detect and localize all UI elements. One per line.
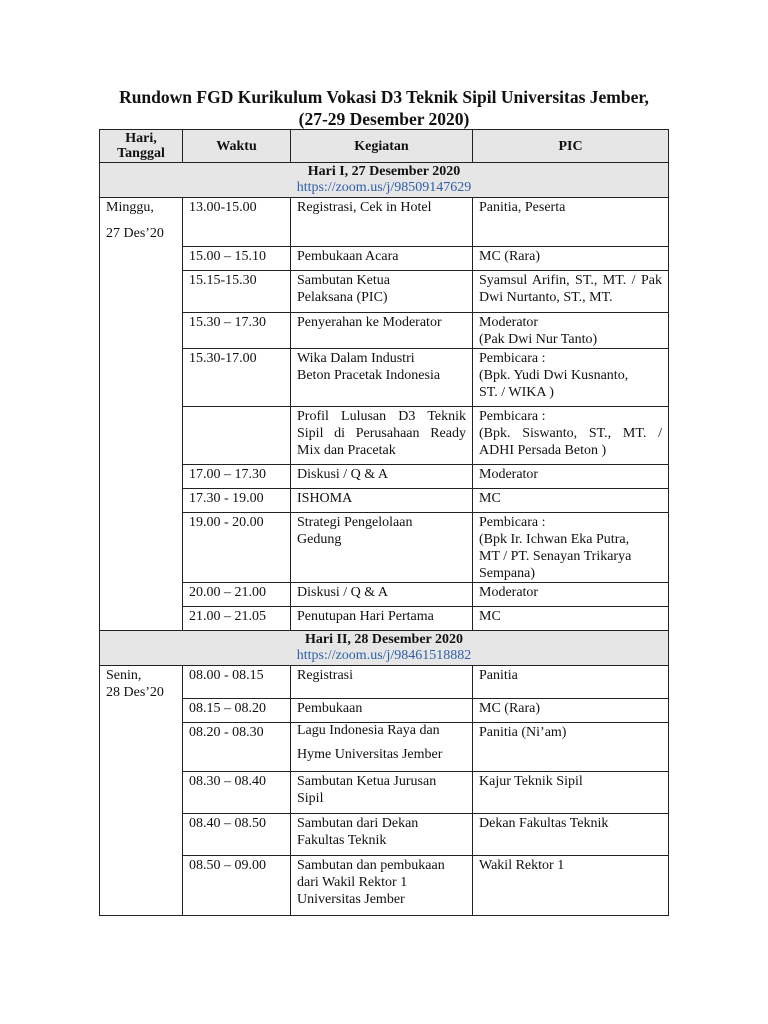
time-cell: 17.00 – 17.30 (183, 465, 291, 489)
activity-cell: Wika Dalam Industri Beton Pracetak Indonesia (291, 349, 473, 407)
activity-cell: Penyerahan ke Moderator (291, 313, 473, 349)
pic-cell: Moderator (Pak Dwi Nur Tanto) (473, 313, 669, 349)
header-time: Waktu (183, 130, 291, 163)
table-row (100, 313, 669, 349)
pic-cell: MC (Rara) (473, 699, 669, 723)
table-row (100, 513, 669, 583)
activity-cell: Strategi Pengelolaan Gedung (291, 513, 473, 583)
pic-cell: MC (473, 607, 669, 631)
table-row (100, 407, 669, 465)
header-activity: Kegiatan (291, 130, 473, 163)
time-cell: 15.00 – 15.10 (183, 247, 291, 271)
pic-cell: Kajur Teknik Sipil (473, 772, 669, 814)
pic-cell: Panitia (Ni’am) (473, 723, 669, 772)
day1-date: Minggu, 27 Des’20 (100, 198, 183, 631)
pic-cell: Wakil Rektor 1 (473, 856, 669, 916)
table-row (100, 723, 669, 772)
pic-cell: Pembicara : (Bpk. Siswanto, ST., MT. / ADHI Persada Beton ) (473, 407, 669, 465)
day1-section-cell (100, 163, 669, 198)
time-cell: 08.20 - 08.30 (183, 723, 291, 772)
pic-cell: Pembicara : (Bpk. Yudi Dwi Kusnanto, ST. / WIKA ) (473, 349, 669, 407)
activity-cell: Registrasi (291, 666, 473, 699)
title-line-1: Rundown FGD Kurikulum Vokasi D3 Teknik Sipil Universitas Jember, (119, 87, 649, 107)
activity-cell: Diskusi / Q & A (291, 583, 473, 607)
pic-cell: Syamsul Arifin, ST., MT. / Pak Dwi Nurtanto, ST., MT. (473, 271, 669, 313)
header-row (100, 130, 669, 163)
table-row (100, 699, 669, 723)
pic-cell: Dekan Fakultas Teknik (473, 814, 669, 856)
table-row (100, 198, 669, 247)
table-row (100, 271, 669, 313)
activity-cell: Lagu Indonesia Raya dan Hyme Universitas Jember (291, 723, 473, 772)
activity-cell: Diskusi / Q & A (291, 465, 473, 489)
time-cell: 13.00-15.00 (183, 198, 291, 247)
day2-date: Senin, 28 Des’20 (100, 666, 183, 916)
activity-cell: ISHOMA (291, 489, 473, 513)
table-row (100, 772, 669, 814)
activity-cell: Sambutan Ketua Pelaksana (PIC) (291, 271, 473, 313)
header-day: Hari, Tanggal (100, 130, 183, 163)
activity-cell: Registrasi, Cek in Hotel (291, 198, 473, 247)
activity-cell: Penutupan Hari Pertama (291, 607, 473, 631)
pic-cell: MC (Rara) (473, 247, 669, 271)
activity-cell: Pembukaan Acara (291, 247, 473, 271)
table-row (100, 583, 669, 607)
activity-cell: Pembukaan (291, 699, 473, 723)
time-cell: 20.00 – 21.00 (183, 583, 291, 607)
document-title (0, 86, 768, 130)
activity-cell: Profil Lulusan D3 Teknik Sipil di Perusahaan Ready Mix dan Pracetak (291, 407, 473, 465)
rundown-table (99, 129, 669, 916)
table-row (100, 856, 669, 916)
table-row (100, 489, 669, 513)
day1-section-row (100, 163, 669, 198)
table-row (100, 814, 669, 856)
time-cell: 15.30-17.00 (183, 349, 291, 407)
day1-zoom-link[interactable]: https://zoom.us/j/98509147629 (296, 180, 472, 195)
table-row (100, 247, 669, 271)
table-row (100, 465, 669, 489)
activity-cell: Sambutan Ketua Jurusan Sipil (291, 772, 473, 814)
time-cell: 21.00 – 21.05 (183, 607, 291, 631)
time-cell: 15.15-15.30 (183, 271, 291, 313)
activity-cell: Sambutan dari Dekan Fakultas Teknik (291, 814, 473, 856)
time-cell: 08.15 – 08.20 (183, 699, 291, 723)
table-row (100, 666, 669, 699)
time-cell: 08.30 – 08.40 (183, 772, 291, 814)
header-pic: PIC (473, 130, 669, 163)
day1-title: Hari I, 27 Desember 2020 (307, 164, 461, 179)
day2-title: Hari II, 28 Desember 2020 (305, 632, 463, 647)
pic-cell: Panitia (473, 666, 669, 699)
pic-cell: Moderator (473, 465, 669, 489)
time-cell: 08.00 - 08.15 (183, 666, 291, 699)
pic-cell: Panitia, Peserta (473, 198, 669, 247)
time-cell: 15.30 – 17.30 (183, 313, 291, 349)
table-row (100, 349, 669, 407)
day2-zoom-link[interactable]: https://zoom.us/j/98461518882 (296, 648, 472, 663)
pic-cell: MC (473, 489, 669, 513)
time-cell (183, 407, 291, 465)
time-cell: 08.40 – 08.50 (183, 814, 291, 856)
activity-cell: Sambutan dan pembukaan dari Wakil Rektor 1 Universitas Jember (291, 856, 473, 916)
table-row (100, 607, 669, 631)
time-cell: 08.50 – 09.00 (183, 856, 291, 916)
title-line-2: (27-29 Desember 2020) (298, 109, 470, 129)
time-cell: 19.00 - 20.00 (183, 513, 291, 583)
day2-section-cell (100, 631, 669, 666)
pic-cell: Pembicara : (Bpk Ir. Ichwan Eka Putra, MT / PT. Senayan Trikarya Sempana) (473, 513, 669, 583)
day2-section-row (100, 631, 669, 666)
pic-cell: Moderator (473, 583, 669, 607)
time-cell: 17.30 - 19.00 (183, 489, 291, 513)
